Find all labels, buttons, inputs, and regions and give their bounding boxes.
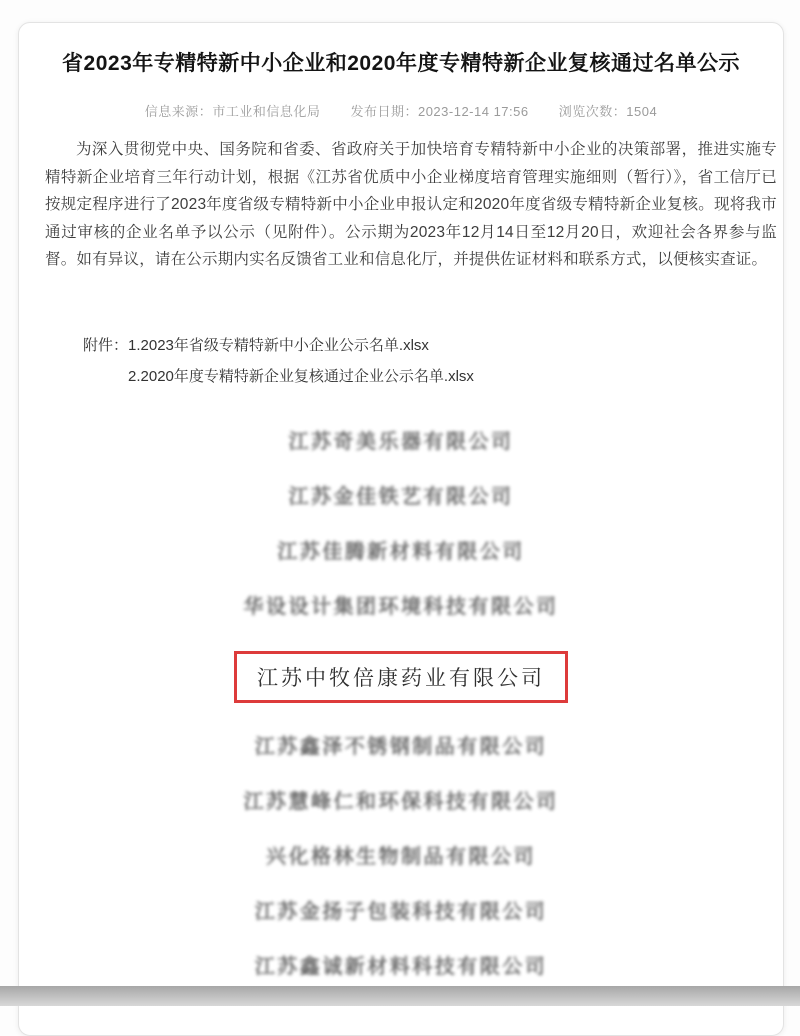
meta-date-value: 2023-12-14 17:56 xyxy=(418,104,529,119)
meta-views-value: 1504 xyxy=(626,104,657,119)
attachment-link-2[interactable]: 2.2020年度专精特新企业复核通过企业公示名单.xlsx xyxy=(128,361,474,392)
attachment-link-1[interactable]: 1.2023年省级专精特新中小企业公示名单.xlsx xyxy=(128,330,474,361)
attachments-list xyxy=(128,330,474,392)
company-row: 江苏鑫泽不锈钢制品有限公司 xyxy=(19,733,783,761)
company-row: 江苏奇美乐器有限公司 xyxy=(19,428,783,456)
meta-date-label: 发布日期： xyxy=(350,104,418,119)
highlighted-company: 江苏中牧倍康药业有限公司 xyxy=(234,651,568,703)
attachments-label: 附件： xyxy=(83,330,128,361)
company-row-clipped: 江苏鑫诚新材料科技有限公司 xyxy=(19,953,783,981)
company-row: 江苏金佳铁艺有限公司 xyxy=(19,483,783,511)
announcement-card xyxy=(18,22,784,1036)
company-row: 江苏金扬子包装科技有限公司 xyxy=(19,898,783,926)
meta-source-label: 信息来源： xyxy=(145,104,213,119)
meta-source-value: 市工业和信息化局 xyxy=(212,104,320,119)
meta-source xyxy=(145,104,321,119)
bottom-edge-bar xyxy=(0,986,800,1006)
company-list xyxy=(19,428,783,981)
page-title: 省2023年专精特新中小企业和2020年度专精特新企业复核通过名单公示 xyxy=(29,47,773,77)
meta-views-label: 浏览次数： xyxy=(559,104,627,119)
company-row: 华设设计集团环境科技有限公司 xyxy=(19,593,783,621)
attachments-section xyxy=(83,330,783,392)
company-row: 江苏佳腾新材料有限公司 xyxy=(19,538,783,566)
meta-bar xyxy=(19,101,783,120)
company-row: 兴化格林生物制品有限公司 xyxy=(19,843,783,871)
announcement-body: 为深入贯彻党中央、国务院和省委、省政府关于加快培育专精特新中小企业的决策部署，推进实施专精特新企业培育三年行动计划，根据《江苏省优质中小企业梯度培育管理实施细则（暂行）》，省工信厅已按规定程序进行了2023年度省级专精特新中小企业申报认定和2020年度省级专精特新企业复核。现将我市通过审核的企业名单予以公示（见附件）。公示期为2023年12月14日至12月20日，欢迎社会各界参与监督。如有异议，请在公示期内实名反馈省工业和信息化厅，并提供佐证材料和联系方式，以便核实查证。 xyxy=(45,136,777,274)
highlighted-company-row xyxy=(19,651,783,703)
meta-date xyxy=(350,104,528,119)
company-row: 江苏慧峰仁和环保科技有限公司 xyxy=(19,788,783,816)
meta-views xyxy=(559,104,657,119)
